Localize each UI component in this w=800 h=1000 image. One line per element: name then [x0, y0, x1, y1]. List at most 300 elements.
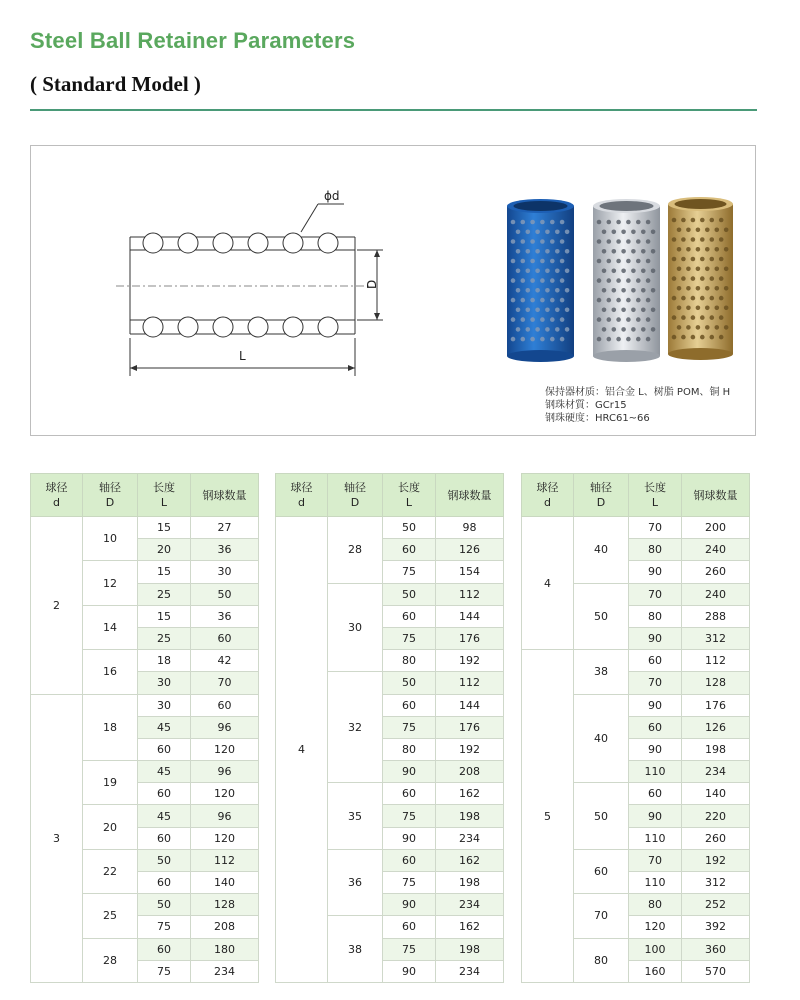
- ball-hole: [715, 306, 720, 311]
- ball-hole: [651, 308, 656, 313]
- ball-hole: [540, 259, 545, 264]
- ball-hole: [681, 257, 686, 262]
- length-cell: 75: [383, 627, 436, 649]
- ball-hole: [555, 230, 560, 235]
- ball-hole: [521, 259, 526, 264]
- ball-diameter-cell: 4: [276, 517, 328, 983]
- ball-hole: [651, 230, 656, 235]
- ball-hole: [724, 325, 729, 330]
- length-cell: 25: [138, 583, 191, 605]
- length-cell: 80: [629, 894, 682, 916]
- ball-count-cell: 208: [436, 761, 504, 783]
- ball-count-cell: 234: [436, 827, 504, 849]
- ball-count-cell: 126: [436, 539, 504, 561]
- ball-hole: [651, 249, 656, 254]
- ball-hole: [540, 317, 545, 322]
- ball-hole: [631, 249, 636, 254]
- ball-hole: [565, 249, 570, 254]
- shaft-diameter-cell: 20: [83, 805, 138, 849]
- ball-hole: [602, 230, 607, 235]
- shaft-diameter-cell: 19: [83, 761, 138, 805]
- ball-count-cell: 570: [682, 960, 750, 982]
- ball-count-cell: 112: [436, 672, 504, 694]
- ball-hole: [672, 296, 677, 301]
- ball-hole: [636, 278, 641, 283]
- ball-hole: [535, 308, 540, 313]
- ball-count-cell: 198: [436, 938, 504, 960]
- length-cell: 110: [629, 827, 682, 849]
- ball-hole: [516, 308, 521, 313]
- length-cell: 70: [629, 849, 682, 871]
- ball-hole: [545, 230, 550, 235]
- ball-hole: [607, 298, 612, 303]
- length-cell: 45: [138, 761, 191, 783]
- ball-hole: [616, 220, 621, 225]
- ball-hole: [621, 230, 626, 235]
- col-header-ball-diameter: 球径 d: [31, 474, 83, 517]
- ball-hole: [691, 335, 696, 340]
- shaft-diameter-cell: 38: [574, 650, 629, 694]
- ball-hole: [686, 228, 691, 233]
- length-cell: 50: [138, 849, 191, 871]
- ball-hole: [681, 218, 686, 223]
- ball-hole: [616, 298, 621, 303]
- ball-hole: [526, 288, 531, 293]
- ball-count-cell: 120: [191, 738, 259, 760]
- ball-count-cell: 312: [682, 627, 750, 649]
- length-cell: 100: [629, 938, 682, 960]
- ball-count-cell: 312: [682, 872, 750, 894]
- ball-hole: [686, 247, 691, 252]
- ball-hole: [602, 308, 607, 313]
- shaft-diameter-cell: 14: [83, 605, 138, 649]
- ball-hole: [681, 296, 686, 301]
- length-cell: 90: [383, 761, 436, 783]
- ball-hole: [621, 327, 626, 332]
- d-dimension-label: D: [365, 279, 379, 289]
- ball-hole: [545, 308, 550, 313]
- ball-hole: [597, 220, 602, 225]
- ball-diameter-cell: 2: [31, 517, 83, 695]
- ball-hole: [550, 220, 555, 225]
- ball-hole: [555, 308, 560, 313]
- length-cell: 60: [383, 605, 436, 627]
- table-row: [522, 517, 750, 539]
- ball-hole: [550, 259, 555, 264]
- ball-hole: [686, 267, 691, 272]
- ball-hole: [535, 230, 540, 235]
- ball-count-cell: 42: [191, 650, 259, 672]
- ball-hole: [550, 317, 555, 322]
- param-table-1: [30, 473, 259, 983]
- length-cell: 70: [629, 672, 682, 694]
- l-dimension-label: L: [239, 349, 246, 363]
- ball-count-cell: 126: [682, 716, 750, 738]
- ball-count-cell: 234: [682, 761, 750, 783]
- shaft-diameter-cell: 38: [328, 916, 383, 983]
- ball-hole: [677, 306, 682, 311]
- ball-hole: [696, 267, 701, 272]
- ball-hole: [545, 327, 550, 332]
- blue-retainer: [507, 199, 574, 362]
- ball-hole: [677, 325, 682, 330]
- ball-hole: [686, 325, 691, 330]
- brass-retainer: [668, 197, 733, 360]
- ball-hole: [700, 296, 705, 301]
- ball-hole: [651, 288, 656, 293]
- ball-count-cell: 36: [191, 539, 259, 561]
- ball-count-cell: 96: [191, 805, 259, 827]
- ball-hole: [719, 296, 724, 301]
- title-divider: [30, 109, 757, 111]
- ball-hole: [715, 286, 720, 291]
- ball-hole: [550, 298, 555, 303]
- ball-hole: [677, 267, 682, 272]
- ball-hole: [521, 337, 526, 342]
- ball-hole: [724, 247, 729, 252]
- col-header-ball-diameter: 球径 d: [522, 474, 574, 517]
- ball-hole: [526, 327, 531, 332]
- length-cell: 18: [138, 650, 191, 672]
- ball-hole: [715, 247, 720, 252]
- ball-hole: [616, 239, 621, 244]
- ball-hole: [705, 247, 710, 252]
- ball-hole: [700, 237, 705, 242]
- ball-hole: [691, 257, 696, 262]
- length-cell: 90: [629, 738, 682, 760]
- length-cell: 60: [629, 716, 682, 738]
- ball-hole: [681, 335, 686, 340]
- ball-hole: [626, 317, 631, 322]
- ball-hole: [700, 257, 705, 262]
- ball-hole: [636, 337, 641, 342]
- ball-count-cell: 96: [191, 716, 259, 738]
- silver-retainer: [593, 199, 660, 362]
- ball-hole: [621, 249, 626, 254]
- ball-count-cell: 30: [191, 561, 259, 583]
- ball-count-cell: 120: [191, 783, 259, 805]
- length-cell: 80: [629, 539, 682, 561]
- ball-hole: [555, 249, 560, 254]
- shaft-diameter-cell: 40: [574, 694, 629, 783]
- ball-hole: [526, 269, 531, 274]
- shaft-diameter-cell: 70: [574, 894, 629, 938]
- length-cell: 45: [138, 805, 191, 827]
- length-cell: 75: [383, 561, 436, 583]
- ball-hole: [724, 306, 729, 311]
- ball-count-cell: 176: [682, 694, 750, 716]
- ball-hole: [636, 317, 641, 322]
- ball-hole: [530, 337, 535, 342]
- ball-hole: [535, 249, 540, 254]
- ball-hole: [710, 335, 715, 340]
- ball-hole: [560, 317, 565, 322]
- ball-hole: [535, 269, 540, 274]
- ball-hole: [602, 249, 607, 254]
- ball-hole: [540, 220, 545, 225]
- shaft-diameter-cell: 22: [83, 849, 138, 893]
- ball-hole: [651, 327, 656, 332]
- ball-count-cell: 176: [436, 627, 504, 649]
- ball-count-cell: 198: [436, 872, 504, 894]
- length-cell: 160: [629, 960, 682, 982]
- length-cell: 50: [383, 517, 436, 539]
- ball-hole: [607, 220, 612, 225]
- ball-hole: [710, 315, 715, 320]
- ball-hole: [521, 298, 526, 303]
- ball-hole: [700, 218, 705, 223]
- ball-hole: [540, 239, 545, 244]
- ball-hole: [516, 249, 521, 254]
- ball-hole: [710, 276, 715, 281]
- phi-d-label: ϕd: [324, 189, 340, 203]
- ball-hole: [691, 218, 696, 223]
- shaft-diameter-cell: 16: [83, 650, 138, 694]
- ball-hole: [636, 239, 641, 244]
- ball-hole: [530, 298, 535, 303]
- ball-hole: [710, 296, 715, 301]
- ball-hole: [710, 237, 715, 242]
- ball-hole: [710, 218, 715, 223]
- ball-hole: [686, 306, 691, 311]
- length-cell: 90: [383, 827, 436, 849]
- ball-hole: [550, 239, 555, 244]
- ball-count-cell: 140: [682, 783, 750, 805]
- ball-count-cell: 162: [436, 783, 504, 805]
- ball-hole: [626, 259, 631, 264]
- ball-hole: [691, 315, 696, 320]
- length-cell: 90: [383, 894, 436, 916]
- ball-hole: [641, 269, 646, 274]
- ball-hole: [597, 278, 602, 283]
- ball-hole: [696, 306, 701, 311]
- ball-hole: [511, 317, 516, 322]
- length-cell: 90: [629, 805, 682, 827]
- shaft-diameter-cell: 36: [328, 849, 383, 916]
- shaft-diameter-cell: 80: [574, 938, 629, 982]
- spec-retainer-material: 保持器材质：铝合金 L、树脂 POM、铜 H: [545, 387, 731, 398]
- ball-diameter-cell: 5: [522, 650, 574, 983]
- page-subtitle: ( Standard Model ): [30, 72, 201, 96]
- spec-notes: [545, 386, 730, 425]
- ball-count-cell: 240: [682, 583, 750, 605]
- ball-hole: [560, 278, 565, 283]
- ball-hole: [545, 249, 550, 254]
- ball-hole: [560, 337, 565, 342]
- ball-count-cell: 60: [191, 627, 259, 649]
- ball-hole: [616, 259, 621, 264]
- length-cell: 80: [629, 605, 682, 627]
- table-row: [31, 694, 259, 716]
- ball-hole: [516, 327, 521, 332]
- length-cell: 15: [138, 605, 191, 627]
- ball-hole: [626, 278, 631, 283]
- table-row: [276, 517, 504, 539]
- ball-hole: [530, 317, 535, 322]
- ball-hole: [565, 269, 570, 274]
- col-header-length: 长度 L: [629, 474, 682, 517]
- length-cell: 60: [138, 872, 191, 894]
- ball-hole: [616, 337, 621, 342]
- shaft-diameter-cell: 30: [328, 583, 383, 672]
- ball-count-cell: 140: [191, 872, 259, 894]
- ball-hole: [612, 230, 617, 235]
- ball-count-cell: 360: [682, 938, 750, 960]
- ball-count-cell: 240: [682, 539, 750, 561]
- length-cell: 75: [138, 916, 191, 938]
- ball-hole: [545, 288, 550, 293]
- spec-ball-material: 钢珠材質：GCr15: [545, 400, 627, 411]
- length-cell: 60: [138, 738, 191, 760]
- length-cell: 60: [629, 650, 682, 672]
- ball-hole: [686, 286, 691, 291]
- param-table-3: [521, 473, 750, 983]
- ball-count-cell: 144: [436, 694, 504, 716]
- ball-hole: [705, 228, 710, 233]
- product-photo: [507, 197, 733, 362]
- ball-hole: [715, 228, 720, 233]
- length-cell: 90: [629, 561, 682, 583]
- ball-hole: [681, 276, 686, 281]
- length-cell: 80: [383, 738, 436, 760]
- length-cell: 50: [138, 894, 191, 916]
- ball-hole: [646, 259, 651, 264]
- ball-hole: [511, 278, 516, 283]
- ball-hole: [612, 288, 617, 293]
- ball-hole: [535, 288, 540, 293]
- ball-hole: [681, 237, 686, 242]
- ball-hole: [677, 247, 682, 252]
- ball-hole: [672, 315, 677, 320]
- length-cell: 75: [383, 872, 436, 894]
- ball-count-cell: 234: [436, 894, 504, 916]
- ball-count-cell: 180: [191, 938, 259, 960]
- ball-hole: [511, 337, 516, 342]
- length-cell: 70: [629, 517, 682, 539]
- ball-hole: [672, 276, 677, 281]
- length-cell: 80: [383, 650, 436, 672]
- length-cell: 60: [138, 783, 191, 805]
- length-cell: 50: [383, 672, 436, 694]
- ball-hole: [565, 308, 570, 313]
- ball-count-cell: 198: [436, 805, 504, 827]
- ball-hole: [612, 249, 617, 254]
- ball-hole: [565, 230, 570, 235]
- ball-count-cell: 176: [436, 716, 504, 738]
- ball-hole: [565, 288, 570, 293]
- ball-hole: [705, 306, 710, 311]
- shaft-diameter-cell: 35: [328, 783, 383, 850]
- technical-drawing: [116, 204, 383, 376]
- length-cell: 90: [383, 960, 436, 982]
- ball-count-cell: 198: [682, 738, 750, 760]
- ball-hole: [719, 218, 724, 223]
- ball-count-cell: 192: [682, 849, 750, 871]
- ball-hole: [555, 288, 560, 293]
- length-cell: 110: [629, 761, 682, 783]
- ball-count-cell: 288: [682, 605, 750, 627]
- ball-hole: [530, 239, 535, 244]
- ball-hole: [641, 230, 646, 235]
- length-cell: 75: [383, 938, 436, 960]
- ball-hole: [672, 237, 677, 242]
- length-cell: 90: [629, 627, 682, 649]
- shaft-diameter-cell: 18: [83, 694, 138, 761]
- ball-hole: [555, 269, 560, 274]
- ball-hole: [651, 269, 656, 274]
- ball-count-cell: 162: [436, 916, 504, 938]
- ball-hole: [705, 286, 710, 291]
- ball-hole: [724, 228, 729, 233]
- shaft-diameter-cell: 32: [328, 672, 383, 783]
- ball-hole: [641, 288, 646, 293]
- ball-hole: [700, 315, 705, 320]
- ball-count-cell: 70: [191, 672, 259, 694]
- ball-hole: [602, 327, 607, 332]
- ball-count-cell: 200: [682, 517, 750, 539]
- ball-hole: [511, 239, 516, 244]
- length-cell: 60: [383, 916, 436, 938]
- ball-hole: [696, 247, 701, 252]
- ball-count-cell: 252: [682, 894, 750, 916]
- col-header-ball-count: 钢球数量: [682, 474, 750, 517]
- ball-count-cell: 260: [682, 827, 750, 849]
- shaft-diameter-cell: 40: [574, 517, 629, 584]
- ball-hole: [705, 267, 710, 272]
- ball-hole: [696, 325, 701, 330]
- ball-hole: [521, 317, 526, 322]
- ball-hole: [526, 308, 531, 313]
- ball-hole: [641, 308, 646, 313]
- ball-hole: [646, 317, 651, 322]
- ball-count-cell: 60: [191, 694, 259, 716]
- ball-hole: [677, 228, 682, 233]
- length-cell: 60: [138, 827, 191, 849]
- length-cell: 75: [383, 716, 436, 738]
- spec-ball-hardness: 钢珠硬度：HRC61~66: [545, 413, 650, 424]
- length-cell: 30: [138, 694, 191, 716]
- ball-hole: [530, 220, 535, 225]
- ball-hole: [560, 220, 565, 225]
- ball-hole: [691, 276, 696, 281]
- col-header-length: 长度 L: [138, 474, 191, 517]
- ball-hole: [672, 218, 677, 223]
- ball-hole: [607, 337, 612, 342]
- ball-hole: [511, 259, 516, 264]
- ball-hole: [691, 237, 696, 242]
- col-header-shaft-diameter: 轴径 D: [328, 474, 383, 517]
- length-cell: 110: [629, 872, 682, 894]
- ball-hole: [511, 220, 516, 225]
- ball-hole: [631, 269, 636, 274]
- col-header-ball-count: 钢球数量: [191, 474, 259, 517]
- ball-hole: [696, 228, 701, 233]
- ball-hole: [631, 327, 636, 332]
- ball-hole: [646, 220, 651, 225]
- shaft-diameter-cell: 10: [83, 517, 138, 561]
- ball-hole: [631, 308, 636, 313]
- ball-hole: [607, 259, 612, 264]
- length-cell: 90: [629, 694, 682, 716]
- shaft-diameter-cell: 12: [83, 561, 138, 605]
- ball-hole: [597, 317, 602, 322]
- ball-hole: [540, 278, 545, 283]
- ball-count-cell: 208: [191, 916, 259, 938]
- ball-hole: [560, 298, 565, 303]
- ball-hole: [530, 259, 535, 264]
- ball-hole: [540, 298, 545, 303]
- shaft-diameter-cell: 25: [83, 894, 138, 938]
